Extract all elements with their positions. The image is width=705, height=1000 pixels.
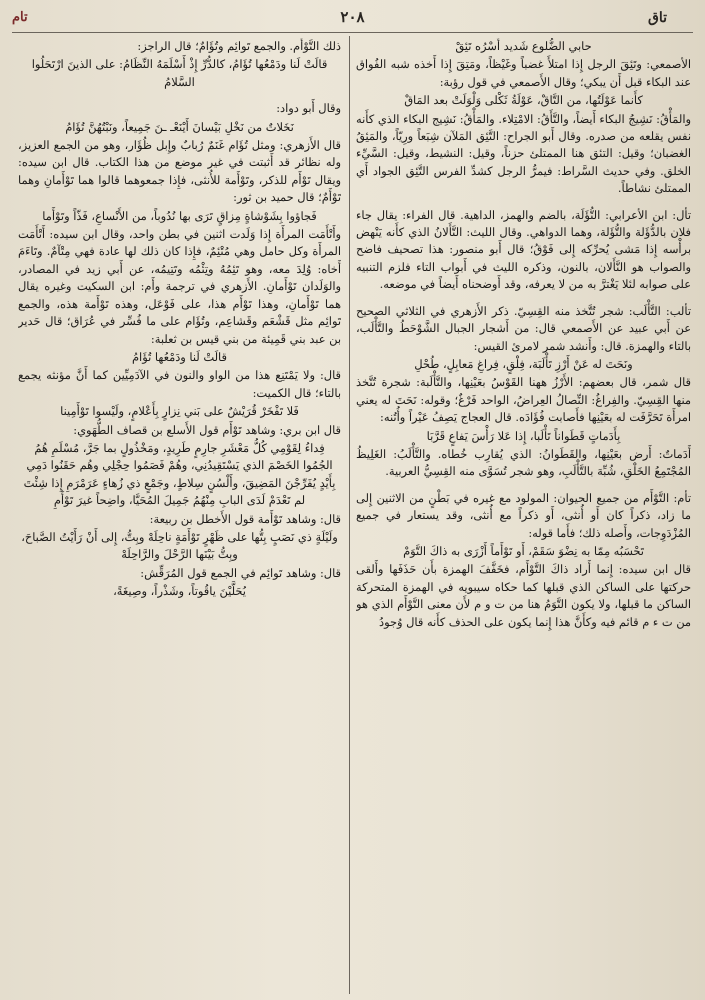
verse-line: نَخَلاتٌ من نَخْلِ بَيْسانَ أَيْنَعْـ ـنَ جَمِيعاً، ونَبْتُهُنَّ تُؤَامُ	[65, 119, 294, 134]
text-paragraph: قال: ولا يَمْتَنِع هذا من الواو والنون في الآدَمِيِّين كما أَنَّ مؤنثه يجمع بالتاء؛ قال الكميت:	[18, 368, 341, 400]
verse-line: حابي الضُّلوع شَديد أَسْرُه تَئِقْ	[455, 39, 592, 53]
header-entry-word-left: تام	[12, 10, 28, 25]
text-paragraph: تأم: التَّوْأَم من جميع الحيوان: المولود مع غيره في بَطْنٍ من الاثنين إِلى ما زاد، ذكراً كان أَو أُنثى، أَو ذكراً مع أُنثى، وقد يستعار في جميع المُزْدَوِجات، وأَصله ذلك؛ فأَما قوله:	[356, 490, 691, 540]
verse-line: يُحَلَّيْنَ ياقُوتاً، وشَذْراً، وصِيغَةً،	[113, 584, 246, 599]
verse-line: كأَنما عَوْلَتُها، من التَّاقْ، عَوْلَةُ ثَكْلى وَلْوَلَتْ بعد المَاقْ	[404, 93, 643, 108]
verse-line: قالَتْ لَنا ودَمْعُها تُؤَامُ	[132, 349, 227, 364]
text-paragraph: وأَتْأَمَت المرأَة إِذا وَلَدت اثنين في بطن واحد، وقال ابن سيده: أَتْأَمَت المرأَة وكل حامل وهي مُتْئِمٌ، فإِذا كان ذلك لها عادة فهي مِتْآمٌ. وتَاءَمَ أَخاه: وُلِدَ معه، وهو تَئِمُهُ وتِئْمُه وتَتِيمُه، عن أَبي زيد في المصادر، والوَلَدان تَوْأَمانِ. الأَزهري في ترجمة وأَم: ابن السكيت وغيره يقال هما تَوْأَمانِ، وهذا تَوْأَم هذا، على فَوْعَل، وهذه تَوْأَمة هذه، والجمع تَوائِم مثل قَشْعَم وقَشاعِم، وتُؤَام على ما فُسِّر في عُرَاق؛ قال حَدير بن عبد بني قَمِيئة من بني قيس بن ثعلبة:	[18, 227, 341, 346]
text-paragraph: الأصمعي: وتَئِقَ الرجل إِذا امتلأَ غضباً وغَيْظاً، ومَتِقَ إِذا أَخذه شبه الفُواق عند البكاء قبل أَن يبكي؛ وقال الأَصمعي في قول رؤبة:	[356, 57, 691, 89]
text-paragraph: وقال أَبو دواد:	[276, 101, 341, 116]
text-paragraph: والمَأْقُ: نَشِيجُ البكاء أَيضاً، والتَّأَقُ: الامْتِلاء. والمَأْقُ: نَشِيج البكاء الذي كأَنه نفس يقلعه من صدره. وقال أَبو الجراح: التَّئِق المَلآن شِبَعاً ورِيّاً، والمَئِقُ الغضبان؛ وقيل: التئق هنا الممتلئ حزناً، وقيل: النشيط، وقيل: السَّيِّء الخلق. وفي حديث السَّراط: فيمرُّ الرجل كشدِّ الفرس التَّئِق الجواد أَي الممتلئ نشاطاً.	[356, 111, 691, 196]
left-column	[18, 38, 341, 994]
verse-line: تَحْسَبُه مِمّا به نِضْوَ سَقَمْ، أَو تَوْأَماً أَزْرَى به ذاكَ التَّوَمْ	[403, 543, 644, 558]
verse-line: فَلا تَفْخَرْ قُرَيْشٌ على بَني نِزارٍ بِأَعْلامٍ، ولَيْسوا تَوْأَمِينا	[60, 404, 299, 419]
paragraph-gap	[356, 199, 691, 207]
text-paragraph: تألب: التَّأْلَب: شجر تُتَّخذ منه القِسِيّ. ذكر الأَزهري في الثلاثي الصحيح عن أَبي عبيد عن الأَصمعي قال: من أَشجار الجبال الشَّوْحَطُ والتَّأْلَب، بالتاء والهمزة. قال: وأَنشد شمر لامرئ القيس:	[356, 303, 691, 353]
verse-line: فَجاؤوا بِشَوْشاةٍ مِزاقٍ تَرَى بها نُدُوباً، من الأَنْساعِ، فَذّاً وتَوْأَما	[42, 208, 317, 223]
verse-line: ونَحَتَ له عَنْ أَرْزِ تَأْلَبَة، فِلْقٍ، فِراغِ مَعابِلٍ، طُحْلِ	[414, 356, 633, 371]
text-paragraph: قال: وشاهد تَوائِم في الجمع قول المُرَقِّش:	[140, 565, 341, 580]
text-paragraph: قال الأَزهري: ومثل تُؤَام غَنَمٌ رُبابٌ وإِبل ظُؤَار، وهو من الجمع العزيز، وله نظائر قد أَثبتت في غير موضع من هذا الكتاب. قال ابن سيده: ويقال تَوْأَم للذكر، وتَوْأَمة للأُنثى، فإِذا جمعوهما قالوا هما تَوْأَمانِ وهما تَوْأَمٌ؛ قال حميد بن ثور:	[18, 138, 341, 205]
text-paragraph: قال شمر، قال بعضهم: الأَرْزُ ههنا القَوْسُ بعَيْنِها، والتَّأْلَبة: شجرة تُتَّخذ منها القِسِيّ. والفِراغُ: النِّصالُ العِراضُ، الواحد فَرْغٌ؛ وقوله: نَحَتَ له يعني امرأَة تَحَرَّفَت له بعَيْنِها فأَصابت فُؤَادَه. قال العجاج يَصِفُ عَيْراً وأُتُنه:	[356, 375, 691, 425]
paragraph-gap	[356, 295, 691, 303]
paragraph-gap	[356, 482, 691, 490]
header-entry-word: تاق	[647, 10, 667, 26]
paragraph-gap	[18, 92, 341, 100]
text-paragraph: أَدَماتٌ: أَرض بعَيْنِها، والقَطَوانُ: الذي يُقارِب خُطاه. والتَّأْلَبُ: الغَلِيظُ المُجْتَمِعُ الخَلْقِ، شُبِّهَ بالتَّأْلَبِ، وهو شجر تُسَوَّى منه القِسِيُّ العربية.	[356, 446, 691, 479]
text-paragraph: ذلك التَّوْأَم. والجمع تَوائِم وتُؤَامٌ؛ قال الراجز:	[137, 39, 341, 53]
verse-line: ولَيْلَةٍ ذي نَصَبٍ بِتُّها على ظَهْرٍ تَوْأَمَةٍ ناحِلَهْ وبِتُّ، إِلى أَنْ رَأَيْتُ الصَّباحَ، وبِتُّ بَيْنَها الرَّحْلَ والرَّاحِلَهْ	[21, 529, 338, 562]
verse-line: قالَتْ لَنا ودَمْعُها تُؤَامُ، كالدُّرِّ إِذْ أَسْلَمَهُ النِّظَامُ: على الذينَ ارْتَحَلُوا السَّلامُ	[31, 57, 328, 89]
column-divider	[349, 36, 350, 994]
header-rule	[12, 32, 693, 33]
right-column	[356, 38, 691, 994]
page-number: ٢٠٨	[340, 8, 365, 26]
text-paragraph: قال ابن سيده: إِنما أَراد ذاكَ التَّوْأَم، فخَفَّفَ الهمزة بأَن حَذَفَها وأَلقى حركتها على الساكن الذي قبلها كما حكاه سيبويه في الهمزة المتحركة الساكن ما قبلها، ولا يكون التَّوَمُ هنا من ت و م لأَن معنى التَّوْأَم الذي هو من ت ء م قائم فيه وكأَنَّ هذا إِنما يكون على الحذف كأَنه قال وُجودُ	[356, 562, 691, 629]
verse-line: بِأَدَماتٍ قَطَواناً تَأْلَبا، إِذا عَلا رَأْسَ يَفاعٍ قَرَّبَا	[426, 428, 621, 443]
page-header	[10, 6, 695, 32]
text-paragraph: تأل: ابن الأعرابي: التُّؤَلَة، بالضم والهمز، الداهية. قال الفراء: يقال جاء فلان بالدُّؤَلة والتُّؤَلة، وهما الدواهي. وقال الليث: التَّأَلانُ الذي كأَنه يَنْهض برأْسه إِذا مَشى يُحرِّكه إِلى فَوْقُ؛ قال أَبو منصور: هذا تصحيف فاضح والصواب هو النَّأَلان، بالنون، وذكره الليث في أَبواب التاء فلزم التنبيه على صوابه لئلا يَغْترَّ به من لا يعرفه، وقد أَوضحناه أَيضاً في موضعه.	[356, 207, 691, 292]
text-paragraph: قال: وشاهد تَوْأَمة قول الأَخطل بن ربيعة:	[149, 511, 341, 526]
verse-line: فِداءُ لِقَوْمِي كُلُّ مَعْشَرِ جارِمٍ طَرِيدٍ، ومَخْذُولٍ بما جَرَّ، مُسْلَمِ هُمُ الجُمُوا الخَصْمَ الذي يَسْتَقِيدُنِي، وهُمْ فَصَمُوا حِجْلِي وهُم حَقَنُوا دَمِي بِأَيْدٍ يُفَرِّجْنَ المَضِيقَ، وأَلْسُنٍ سِلاطٍ، وجَمْعٍ ذي زُهاءٍ عَرَمْرَمِ إِذا شِئْتَ لم تَعْدَمْ لَدَى البابِ مِنْهُمُ جَمِيلَ المُحَيَّا، واضِحاً غيرَ تَوْأَمِ	[23, 440, 336, 508]
text-paragraph: قال ابن بري: وشاهد تَوْأَم قول الأَسلع بن قصاف الطُّهَوي:	[73, 422, 341, 437]
